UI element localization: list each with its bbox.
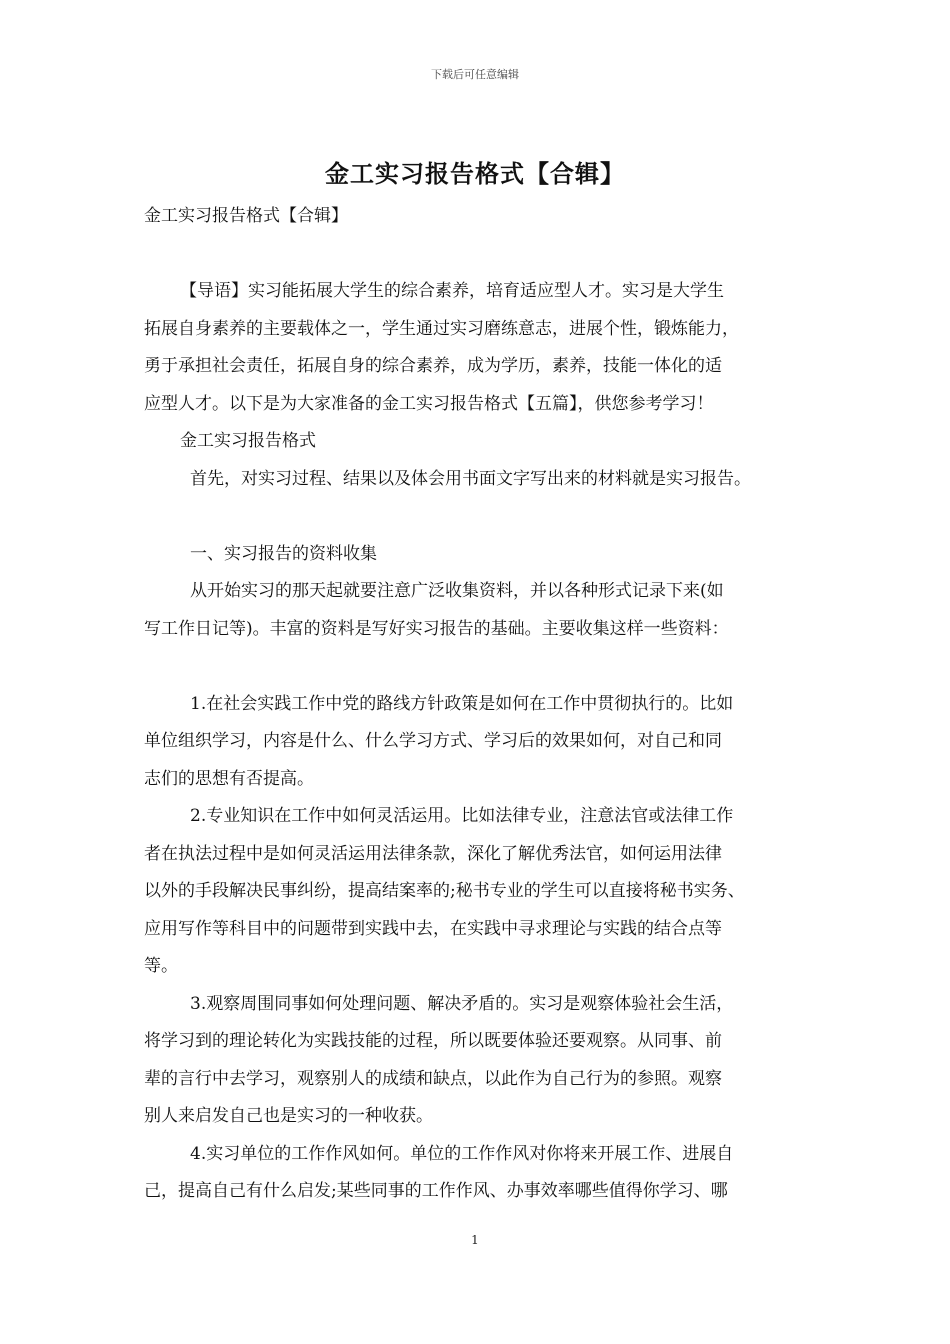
text-line: 【导语】实习能拓展大学生的综合素养，培育适应型人才。实习是大学生 [180,281,724,301]
blank-line [144,648,808,686]
text-line: 金工实习报告格式【合辑】 [144,206,348,226]
text-line: 1.在社会实践工作中党的路线方针政策是如何在工作中贯彻执行的。比如 [190,693,734,714]
blank-line [144,236,808,274]
text-line: 拓展自身素养的主要载体之一，学生通过实习磨练意志，进展个性，锻炼能力， [144,318,739,339]
text-line: 志们的思想有否提高。 [144,768,314,789]
text-line: 4.实习单位的工作作风如何。单位的工作作风对你将来开展工作、进展自 [190,1143,734,1164]
text-line: 勇于承担社会责任，拓展自身的综合素养，成为学历，素养，技能一体化的适 [144,356,722,376]
text-line: 一、实习报告的资料收集 [190,543,377,564]
text-line: 单位组织学习，内容是什么、什么学习方式、学习后的效果如何，对自己和同 [144,731,722,751]
text-line: 金工实习报告格式 [180,431,316,451]
text-line: 写工作日记等)。丰富的资料是写好实习报告的基础。主要收集这样一些资料： [144,618,729,639]
text-line: 应用写作等科目中的问题带到实践中去，在实践中寻求理论与实践的结合点等 [144,918,722,939]
page-title: 金工实习报告格式【合辑】 [325,159,625,188]
text-line: 应型人才。以下是为大家准备的金工实习报告格式【五篇】，供您参考学习！ [144,393,714,414]
text-line: 别人来启发自己也是实习的一种收获。 [144,1106,433,1126]
text-line: 辈的言行中去学习，观察别人的成绩和缺点，以此作为自己行为的参照。观察 [144,1068,722,1089]
text-line: 者在执法过程中是如何灵活运用法律条款，深化了解优秀法官，如何运用法律 [144,843,722,864]
document-body [144,198,808,1211]
page-number: 1 [471,1233,479,1247]
text-line: 3.观察周围同事如何处理问题、解决矛盾的。实习是观察体验社会生活， [190,993,734,1014]
text-line: 将学习到的理论转化为实践技能的过程，所以既要体验还要观察。从同事、前 [144,1031,722,1051]
text-line: 己，提高自己有什么启发;某些同事的工作作风、办事效率哪些值得你学习、哪 [144,1181,728,1201]
blank-line [144,498,808,536]
text-line: 2.专业知识在工作中如何灵活运用。比如法律专业，注意法官或法律工作 [190,806,734,826]
text-line: 以外的手段解决民事纠纷，提高结案率的;秘书专业的学生可以直接将秘书实务、 [144,881,745,901]
text-line: 从开始实习的那天起就要注意广泛收集资料，并以各种形式记录下来(如 [190,581,724,601]
text-line: 等。 [144,956,178,976]
text-line: 首先，对实习过程、结果以及体会用书面文字写出来的材料就是实习报告。 [190,468,751,489]
page-header-note: 下载后可任意编辑 [431,68,519,81]
